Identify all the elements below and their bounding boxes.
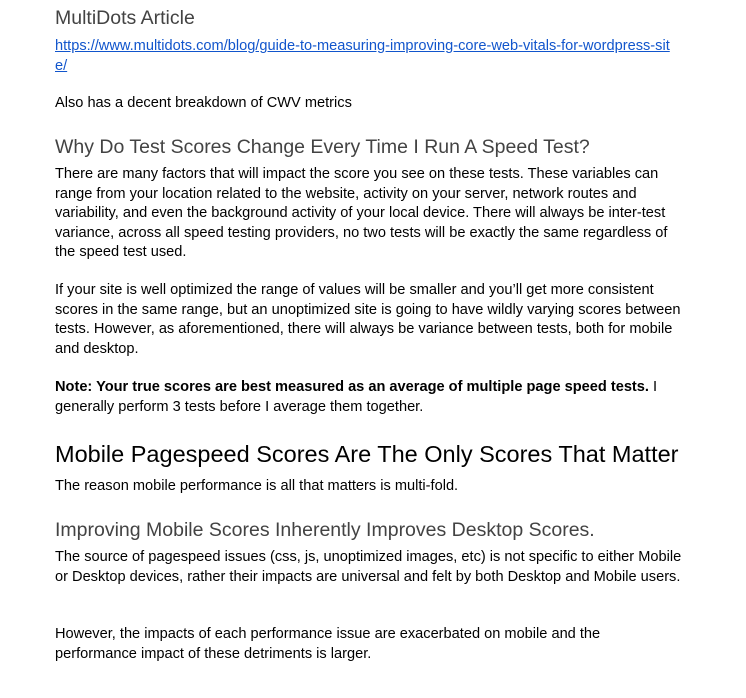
- section-heading-test-scores: Why Do Test Scores Change Every Time I Run A Speed Test?: [55, 136, 590, 158]
- article-link[interactable]: https://www.multidots.com/blog/guide-to-measuring-improving-core-web-vitals-for-wordpress-site/: [55, 38, 670, 74]
- note-bold-text: Note: Your true scores are best measured as an average of multiple page speed tests.: [55, 379, 649, 395]
- heading-mobile-pagespeed: Mobile Pagespeed Scores Are The Only Scores That Matter: [55, 441, 679, 467]
- note-rest-text: I generally perform 3 tests before I average them together.: [55, 379, 658, 415]
- heading-improving-mobile: Improving Mobile Scores Inherently Improves Desktop Scores.: [55, 519, 595, 541]
- paragraph-pagespeed-issues: The source of pagespeed issues (css, js, unoptimized images, etc) is not specific to either Mobile or Desktop devices, rather their impacts are universal and felt by both Desktop and Mobile users.: [55, 549, 682, 585]
- paragraph-multi-fold: The reason mobile performance is all that matters is multi-fold.: [55, 478, 459, 494]
- paragraph-mobile-impact: However, the impacts of each performance issue are exacerbated on mobile and the performance impact of these detriments is larger.: [55, 626, 601, 662]
- article-heading: MultiDots Article: [55, 7, 195, 29]
- paragraph-optimized-range: If your site is well optimized the range of values will be smaller and you’ll get more consistent scores in the same range, but an unoptimized site is going to have wildly varying scores between tests. However, as aforementioned, there will always be variance between tests, both for mobile and desktop.: [55, 282, 681, 357]
- article-note: Also has a decent breakdown of CWV metrics: [55, 95, 352, 111]
- paragraph-variance-factors: There are many factors that will impact the score you see on these tests. These variables can range from your location related to the website, activity on your server, network routes and variability, and even the background activity of your local device. There will always be inter-test variance, across all speed testing providers, no two tests will be exactly the same regardless of the speed test used.: [55, 166, 668, 260]
- paragraph-note: [55, 378, 683, 417]
